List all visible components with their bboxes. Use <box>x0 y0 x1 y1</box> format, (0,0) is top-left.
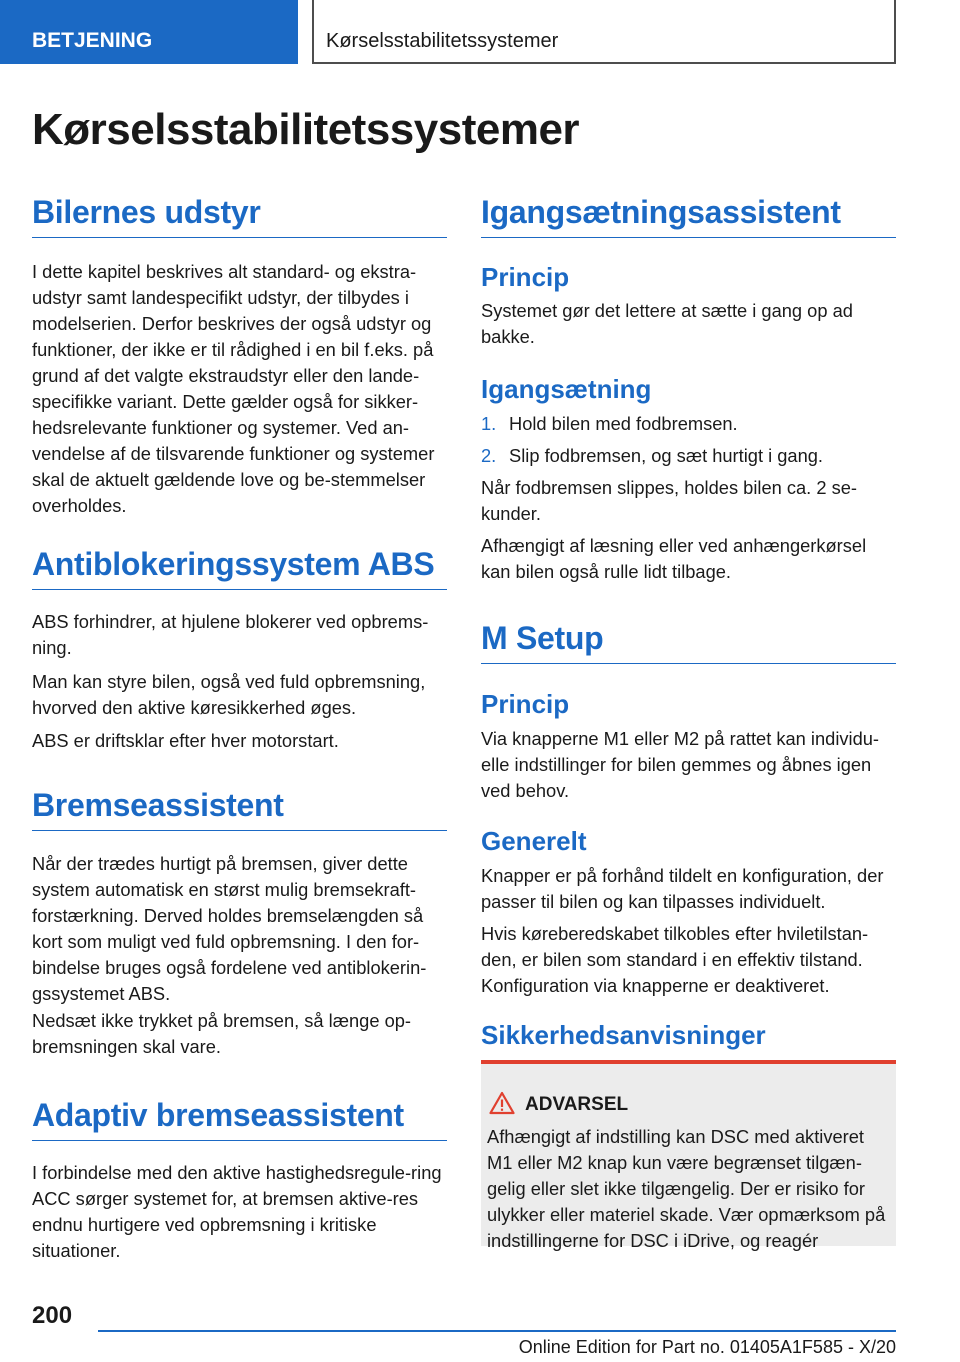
list-item-number: 1. <box>481 413 497 434</box>
list-item-number: 2. <box>481 445 497 466</box>
header-chapter-label <box>312 0 896 64</box>
paragraph-abs-2: Man kan styre bilen, også ved fuld opbremsning, hvorved den aktive køresikkerhed øges. <box>32 671 426 718</box>
subheading-m-setup-principle: Princip <box>481 689 570 719</box>
warning-text: Afhængigt af indstilling kan DSC med aktiveret M1 eller M2 knap kun være begrænset tilgæn-gelig eller slet ikke tilgængelig. Der er risiko for ulykker eller materiel skade. Vær opmærksom på indstillingerne for DSC i iDrive, og reagér <box>487 1126 886 1251</box>
page-title: Kørselsstabilitetssystemer <box>32 105 580 154</box>
header-section-label <box>0 0 298 64</box>
paragraph-equipment: I dette kapitel beskrives alt standard- og ekstra-udstyr samt landespecifikt udstyr, der tilbydes i modelserien. Derfor beskrives der også udstyr og funktioner, der ikke er til rådighed i en bil f.eks. på grund af det valgte ekstraudstyr eller den lande-specifikke variant. Dette gælder også for sikker-hedsrelevante funktioner og systemer. Ved an-vendelse af de tilsvarende funktioner og systemer skal de aktuelt gældende love og be-stemmelser overholdes. <box>32 261 435 516</box>
paragraph-brake-assist-2: Nedsæt ikke trykket på bremsen, så længe op-bremsningen skal vare. <box>32 1010 411 1057</box>
section-title-hill-start: Igangsætningsassistent <box>481 194 896 238</box>
paragraph-m-setup-general-2: Hvis køreberedskabet tilkobles efter hviletilstan-den, er bilen som standard i en effektiv tilstand. Konfiguration via knapperne er deaktiveret. <box>481 923 869 996</box>
header-section-text: BETJENING <box>32 29 153 52</box>
header-chapter-text: Kørselsstabilitetssystemer <box>326 30 559 52</box>
warning-box <box>481 1060 896 1251</box>
paragraph-hill-start-rollback: Afhængigt af læsning eller ved anhængerkørsel kan bilen også rulle lidt tilbage. <box>481 535 867 582</box>
section-title-abs: Antiblokeringssystem ABS <box>32 546 447 590</box>
subheading-hill-start-principle: Princip <box>481 262 570 292</box>
section-title-brake-assist: Bremseassistent <box>32 787 447 831</box>
paragraph-hill-start-principle: Systemet gør det lettere at sætte i gang op ad bakke. <box>481 300 853 347</box>
subheading-safety-notes: Sikkerhedsanvisninger <box>481 1020 766 1050</box>
footer-edition-text: Online Edition for Part no. 01405A1F585 - X/20 <box>518 1337 896 1357</box>
paragraph-hill-start-release: Når fodbremsen slippes, holdes bilen ca. 2 se-kunder. <box>481 477 857 524</box>
section-title-equipment: Bilernes udstyr <box>32 194 447 238</box>
section-title-m-setup: M Setup <box>481 620 896 664</box>
list-item-text: Slip fodbremsen, og sæt hurtigt i gang. <box>509 445 824 466</box>
warning-triangle-icon <box>489 1091 515 1115</box>
paragraph-abs-3: ABS er driftsklar efter hver motorstart. <box>32 730 339 751</box>
paragraph-m-setup-general-1: Knapper er på forhånd tildelt en konfiguration, der passer til bilen og kan tilpasses individuelt. <box>481 865 884 912</box>
subheading-m-setup-general: Generelt <box>481 826 587 856</box>
warning-label: ADVARSEL <box>525 1094 629 1115</box>
subheading-hill-start-procedure: Igangsætning <box>481 374 652 404</box>
footer-divider <box>98 1330 896 1332</box>
page-number: 200 <box>32 1302 73 1329</box>
paragraph-adaptive-brake-assist: I forbindelse med den aktive hastighedsregule-ring ACC sørger systemet for, at bremsen aktive-res endnu hurtigere ved opbremsning i kritiske situationer. <box>32 1162 442 1261</box>
paragraph-brake-assist-1: Når der trædes hurtigt på bremsen, giver dette system automatisk en størst mulig bremsekraft-forstærkning. Derved holdes bremselængden så kort som muligt ved fuld opbremsning. I den for-bindelse bruges også fordelene ved antiblokerin-gssystemet ABS. <box>32 853 427 1004</box>
paragraph-m-setup-principle: Via knapperne M1 eller M2 på rattet kan individu-elle indstillinger for bilen gemmes og åbnes igen ved behov. <box>481 728 880 801</box>
section-title-adaptive-brake-assist: Adaptiv bremseassistent <box>32 1097 447 1141</box>
list-item-text: Hold bilen med fodbremsen. <box>509 413 738 434</box>
paragraph-abs-1: ABS forhindrer, at hjulene blokerer ved opbrems-ning. <box>32 611 429 658</box>
